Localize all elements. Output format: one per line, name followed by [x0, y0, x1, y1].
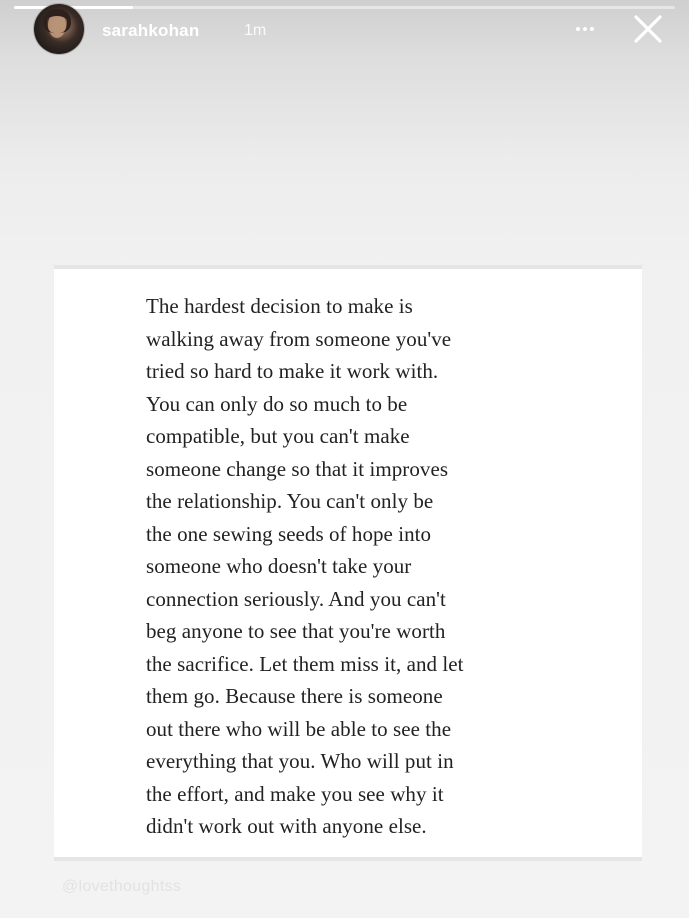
quote-text: The hardest decision to make is walking away from someone you've tried so hard to make it work with. You can only do so much to be compatible, but you can't make someone change so that it improves the relationship. You can't only be the one sewing seeds of hope into someone who doesn't take your connection seriously. And you can't beg anyone to see that you're worth the sacrifice. Let them miss it, and let them go. Because there is someone out there who will be able to see the everything that you. Who will put in the effort, and make you see why it didn't work out with anyone else.: [146, 294, 464, 838]
close-icon-graphic: [630, 11, 666, 47]
profile-avatar-icon[interactable]: [34, 4, 84, 54]
close-icon[interactable]: [630, 11, 666, 47]
more-dot: [590, 27, 594, 31]
quote-card: [54, 265, 642, 861]
username[interactable]: sarahkohan: [102, 21, 200, 40]
more-dot: [576, 27, 580, 31]
story-header: [0, 4, 689, 52]
post-time: 1m: [244, 22, 267, 39]
more-horizontal-icon[interactable]: [570, 14, 600, 44]
source-tag[interactable]: @lovethoughtss: [62, 878, 182, 895]
more-dot: [583, 27, 587, 31]
